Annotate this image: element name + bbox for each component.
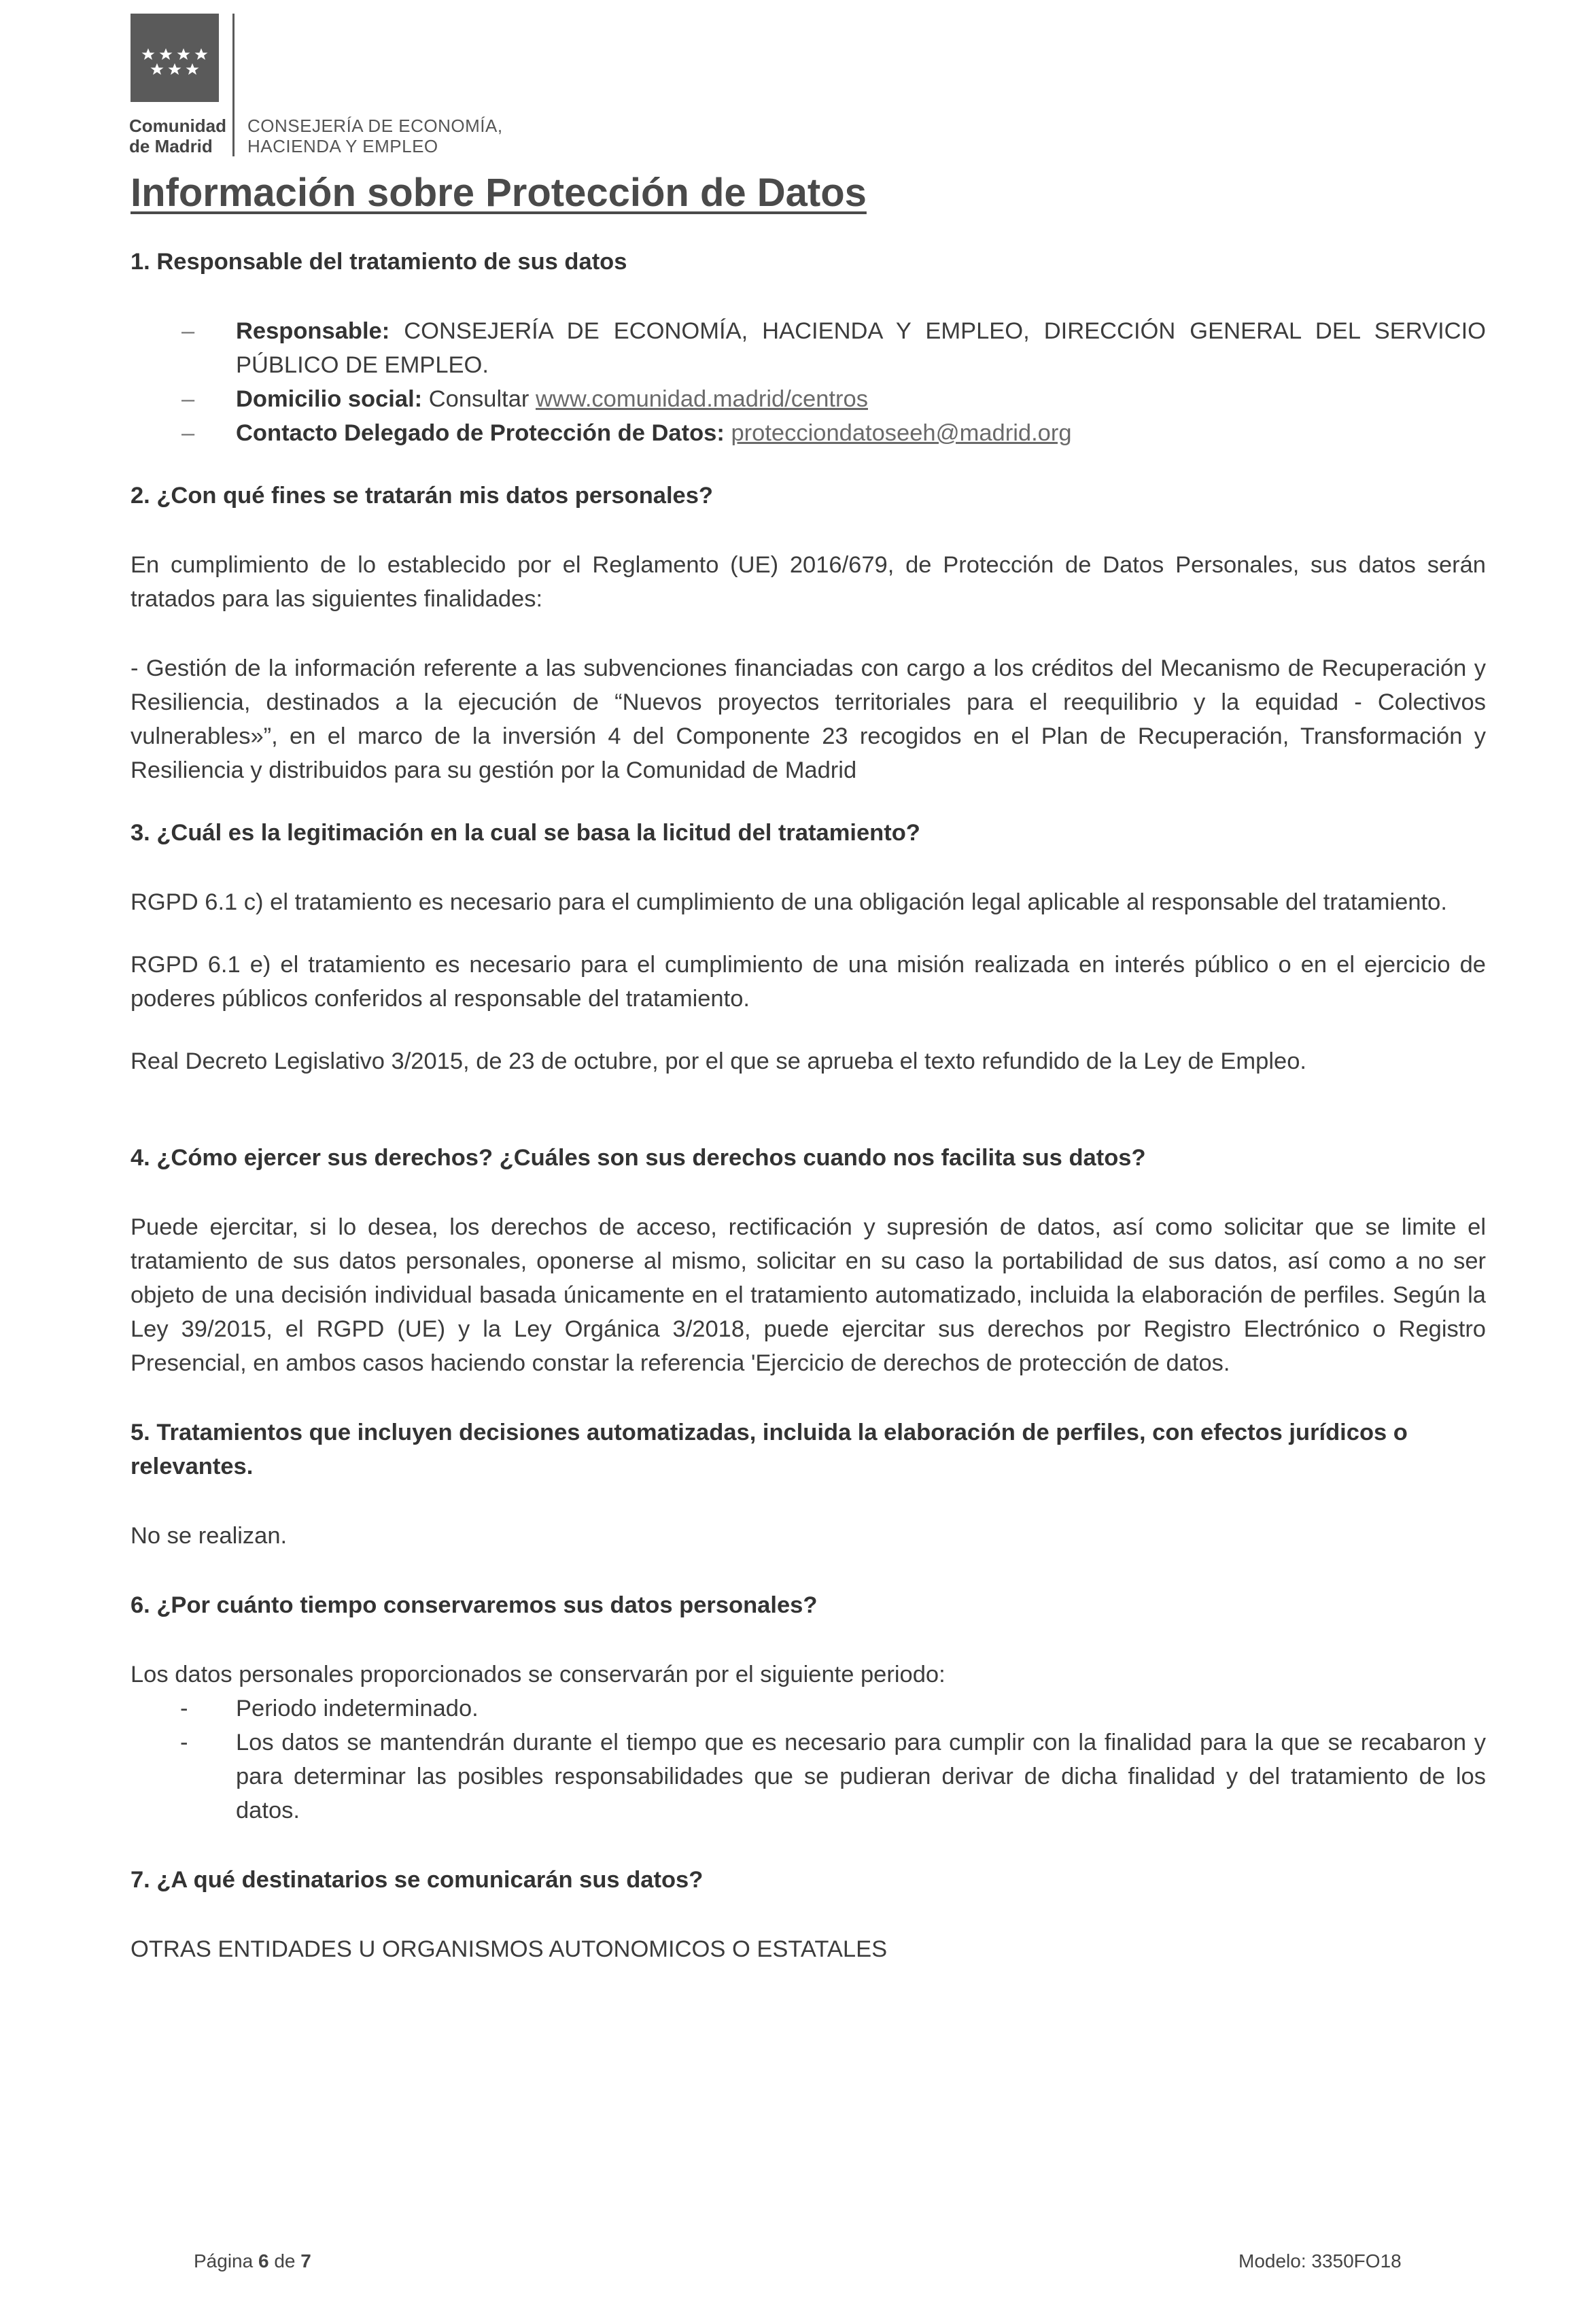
dash-bullet-icon: –: [181, 318, 195, 344]
comunidad-madrid-logo: [131, 14, 219, 102]
logo-text: [129, 116, 226, 156]
section-3-paragraph-3: Real Decreto Legislativo 3/2015, de 23 de octubre, por el que se aprueba el texto refundido de la Ley de Empleo.: [131, 1048, 1306, 1074]
section-7-heading: 7. ¿A qué destinatarios se comunicarán sus datos?: [131, 1867, 704, 1893]
section-7-paragraph-1: OTRAS ENTIDADES U ORGANISMOS AUTONOMICOS O ESTATALES: [131, 1936, 888, 1962]
page-title: Información sobre Protección de Datos: [131, 171, 867, 215]
department-name: [247, 116, 503, 156]
dept-line-1: CONSEJERÍA DE ECONOMÍA,: [247, 116, 503, 136]
list-item: [131, 314, 1486, 382]
section-6-paragraph-1: Los datos personales proporcionados se conservarán por el siguiente periodo:: [131, 1662, 946, 1687]
list-item: [131, 416, 1486, 450]
item-text: Los datos se mantendrán durante el tiempo que es necesario para cumplir con la finalidad para la que se recabaron y para determinar las posibles responsabilidades que se pudieran derivar de dicha finalidad y del tratamiento de los datos.: [236, 1730, 1486, 1823]
list-item: [131, 382, 1486, 416]
section-3-paragraph-1: RGPD 6.1 c) el tratamiento es necesario para el cumplimiento de una obligación legal aplicable al responsable del tratamiento.: [131, 889, 1447, 915]
page-number: [194, 2250, 311, 2272]
section-3-heading: 3. ¿Cuál es la legitimación en la cual se basa la licitud del tratamiento?: [131, 820, 920, 846]
logo-line-2: de Madrid: [129, 136, 213, 156]
item-label: Domicilio social:: [236, 386, 423, 412]
dpo-email-link[interactable]: protecciondatoseeh@madrid.org: [731, 420, 1072, 446]
dash-bullet-icon: –: [181, 386, 195, 412]
item-label: Contacto Delegado de Protección de Datos:: [236, 420, 725, 446]
dept-line-2: HACIENDA Y EMPLEO: [247, 136, 438, 156]
item-text: Periodo indeterminado.: [236, 1696, 479, 1721]
page-current: 6: [258, 2250, 269, 2271]
page-total: 7: [300, 2250, 311, 2271]
list-item: [131, 1692, 1486, 1726]
section-2-heading: 2. ¿Con qué fines se tratarán mis datos personales?: [131, 483, 713, 509]
section-1-list: [131, 314, 1486, 450]
section-5-heading: 5. Tratamientos que incluyen decisiones automatizadas, incluida la elaboración de perfiles, con efectos jurídicos o relevantes.: [131, 1420, 1408, 1479]
document-body: [131, 245, 1486, 1966]
list-item: [131, 1726, 1486, 1828]
section-6-heading: 6. ¿Por cuánto tiempo conservaremos sus datos personales?: [131, 1592, 818, 1618]
item-text: Consultar: [422, 386, 536, 412]
item-text: [725, 420, 731, 446]
page-prefix: Página: [194, 2250, 258, 2271]
section-4-heading: 4. ¿Cómo ejercer sus derechos? ¿Cuáles son sus derechos cuando nos facilita sus datos?: [131, 1145, 1146, 1171]
logo-divider: [232, 14, 235, 156]
section-2-paragraph-1: En cumplimiento de lo establecido por el Reglamento (UE) 2016/679, de Protección de Datos Personales, sus datos serán tratados para las siguientes finalidades:: [131, 552, 1486, 612]
section-1-heading: 1. Responsable del tratamiento de sus datos: [131, 249, 627, 275]
logo-line-1: Comunidad: [129, 116, 226, 136]
centros-link[interactable]: www.comunidad.madrid/centros: [535, 386, 868, 412]
page-separator: de: [268, 2250, 301, 2271]
dash-bullet-icon: -: [180, 1696, 188, 1721]
section-5-paragraph-1: No se realizan.: [131, 1523, 288, 1549]
item-label: Responsable:: [236, 318, 390, 344]
stars-icon: [131, 14, 219, 102]
section-4-paragraph-1: Puede ejercitar, si lo desea, los derechos de acceso, rectificación y supresión de datos, así como solicitar que se limite el tratamiento de sus datos personales, oponerse al mismo, solicitar en su caso la portabilidad de sus datos, así como a no ser objeto de una decisión individual basada únicamente en el tratamiento automatizado, incluida la elaboración de perfiles. Según la Ley 39/2015, el RGPD (UE) y la Ley Orgánica 3/2018, puede ejercitar sus derechos por Registro Electrónico o Registro Presencial, en ambos casos haciendo constar la referencia 'Ejercicio de derechos de protección de datos.: [131, 1214, 1486, 1376]
dash-bullet-icon: -: [180, 1730, 188, 1755]
section-6-list: [131, 1692, 1486, 1828]
dash-bullet-icon: –: [181, 420, 195, 446]
item-text: CONSEJERÍA DE ECONOMÍA, HACIENDA Y EMPLEO, DIRECCIÓN GENERAL DEL SERVICIO PÚBLICO DE EMPLEO.: [236, 318, 1486, 378]
model-code: Modelo: 3350FO18: [1238, 2250, 1402, 2271]
section-2-paragraph-2: - Gestión de la información referente a las subvenciones financiadas con cargo a los créditos del Mecanismo de Recuperación y Resiliencia, destinados a la ejecución de “Nuevos proyectos territoriales para el reequilibrio y la equidad - Colectivos vulnerables»”, en el marco de la inversión 4 del Componente 23 recogidos en el Plan de Recuperación, Transformación y Resiliencia y distribuidos para su gestión por la Comunidad de Madrid: [131, 655, 1486, 783]
section-3-paragraph-2: RGPD 6.1 e) el tratamiento es necesario para el cumplimiento de una misión realizada en interés público o en el ejercicio de poderes públicos conferidos al responsable del tratamiento.: [131, 952, 1486, 1012]
